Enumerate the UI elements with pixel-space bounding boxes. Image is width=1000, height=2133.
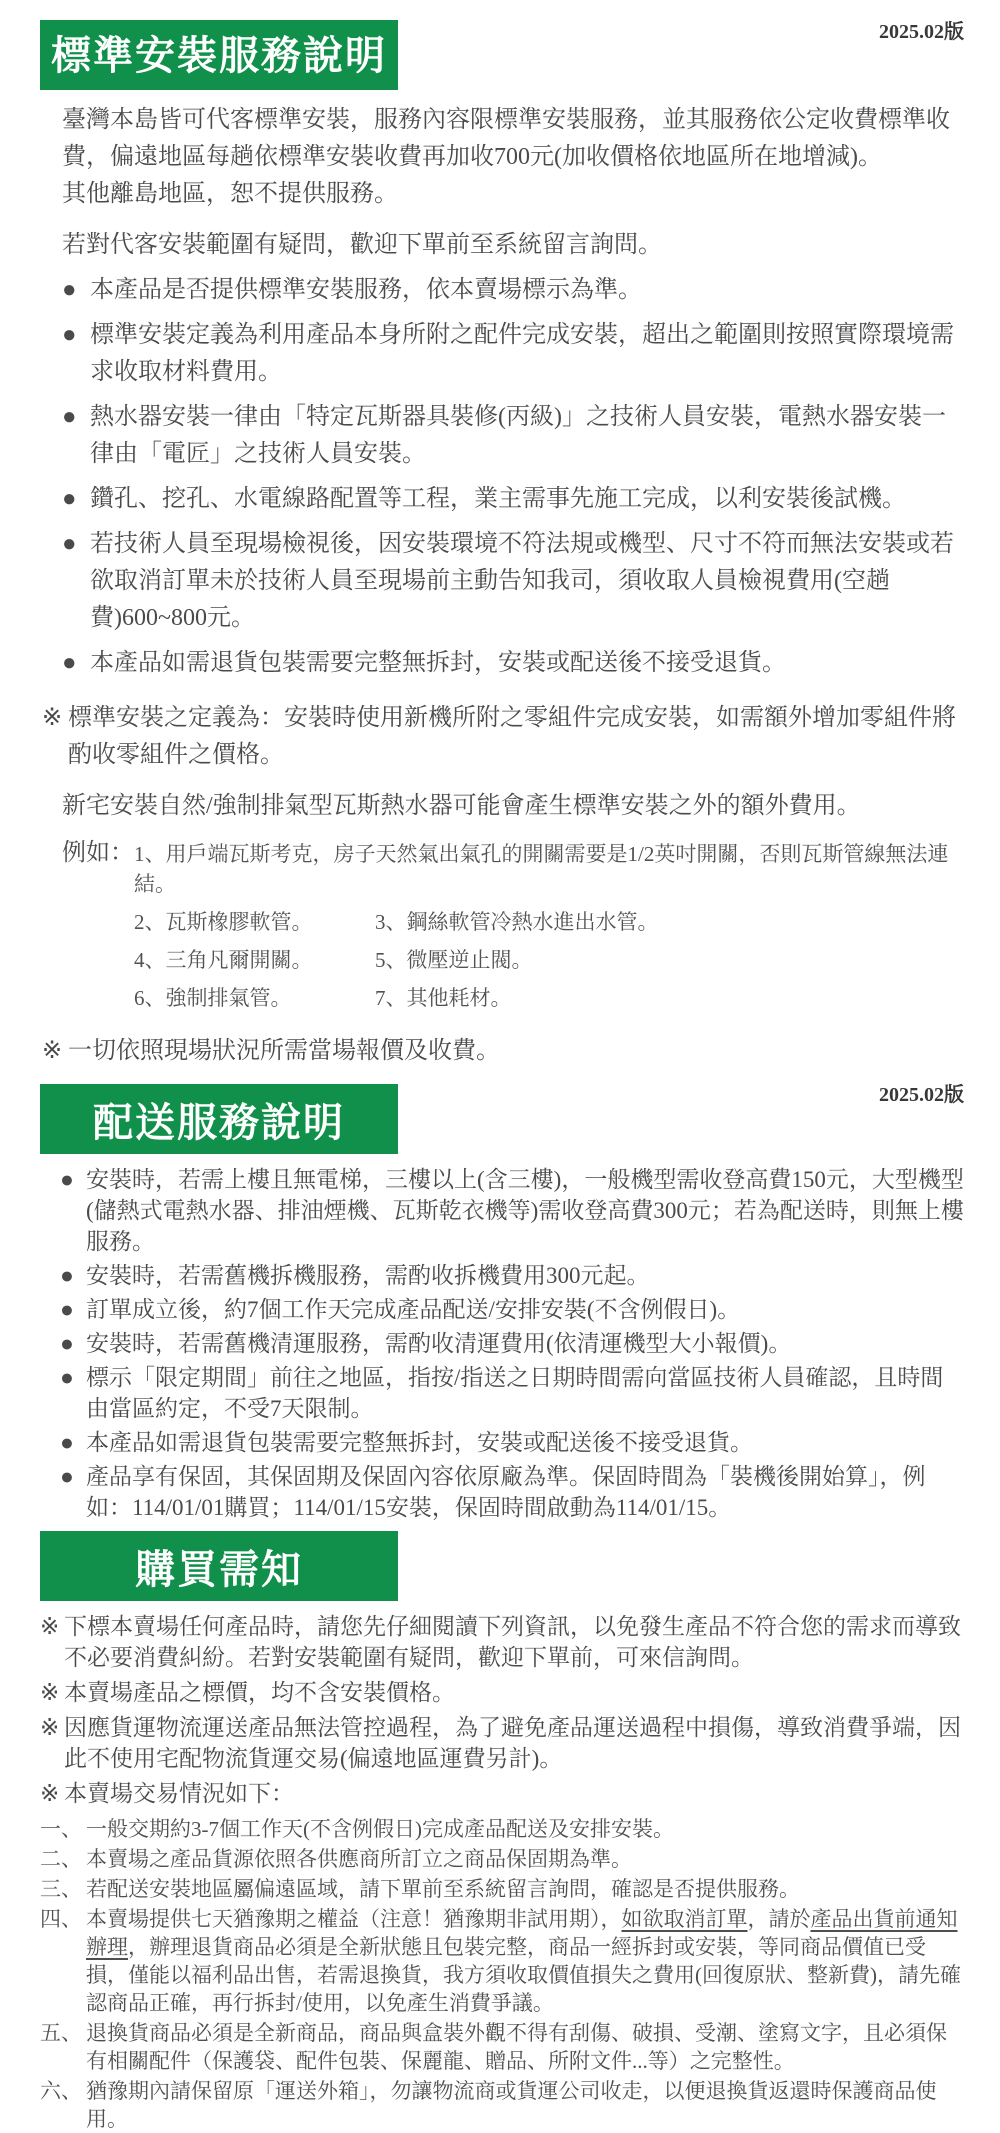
list-item-text: 熱水器安裝一律由「特定瓦斯器具裝修(丙級)」之技術人員安裝，電熱水器安裝一律由「電匠」之技術人員安裝。 (90, 404, 946, 467)
star-icon: ※ (40, 1781, 60, 1806)
item-text: 本賣場提供七天猶豫期之權益（注意！猶豫期非試用期）， (86, 1907, 622, 1931)
item-number: 六、 (40, 2079, 82, 2103)
section-title-badge: 配送服務說明 (40, 1084, 398, 1154)
section-delivery (40, 1084, 964, 1523)
section-title-badge: 購買需知 (40, 1531, 398, 1601)
bullet-icon: ● (62, 404, 77, 430)
example-label: 例如： (62, 840, 134, 866)
bullet-icon: ● (60, 1167, 74, 1192)
list-item (60, 1294, 964, 1325)
example-row (134, 983, 964, 1013)
list-item-text: 標示「限定期間」前往之地區，指按/指送之日期時間需向當區技術人員確認，且時間由當區約定，不受7天限制。 (86, 1365, 944, 1421)
example-item: 6、強制排氣管。 (134, 986, 292, 1010)
section-title-badge: 標準安裝服務說明 (40, 20, 398, 90)
bullet-icon: ● (62, 277, 77, 303)
numbered-item (40, 1845, 964, 1873)
list-item-text: 訂單成立後，約7個工作天完成產品配送/安排安裝(不含例假日)。 (86, 1297, 741, 1322)
example-item: 1、用戶端瓦斯考克，房子天然氣出氣孔的開關需要是1/2英吋開關，否則瓦斯管線無法連結。 (134, 842, 949, 896)
list-item (62, 272, 964, 309)
definition-note-text: 標準安裝之定義為：安裝時使用新機所附之零組件完成安裝，如需額外增加零組件將酌收零組件之價格。 (68, 705, 956, 768)
list-item (40, 1778, 964, 1809)
item-text: 若配送安裝地區屬偏遠區域，請下單前至系統留言詢問，確認是否提供服務。 (86, 1877, 800, 1901)
extra-fee-note: 新宅安裝自然/強制排氣型瓦斯熱水器可能會產生標準安裝之外的額外費用。 (62, 793, 861, 819)
list-item-text: 鑽孔、挖孔、水電線路配置等工程，業主需事先施工完成，以利安裝後試機。 (90, 486, 906, 512)
example-item: 2、瓦斯橡膠軟管。 (134, 910, 313, 934)
star-icon: ※ (42, 1038, 63, 1064)
list-item (40, 1677, 964, 1708)
example-row (134, 907, 964, 937)
numbered-item (40, 2019, 964, 2075)
section-header (40, 20, 964, 90)
item-text: 猶豫期內請保留原「運送外箱」，勿讓物流商或貨運公司收走，以便退換貨返還時保護商品使用。 (86, 2079, 937, 2131)
version-label: 2025.02版 (879, 1084, 964, 1106)
bullet-list (40, 1164, 964, 1523)
star-icon: ※ (42, 705, 63, 731)
item-number: 二、 (40, 1847, 82, 1871)
example-item: 4、三角凡爾開關。 (134, 948, 313, 972)
bullet-icon: ● (62, 531, 77, 557)
list-item-text: 產品享有保固，其保固期及保固內容依原廠為準。保固時間為「裝機後開始算」，例如：114/01/01購買；114/01/15安裝，保固時間啟動為114/01/15。 (86, 1464, 926, 1520)
list-item (60, 1328, 964, 1359)
list-item (60, 1164, 964, 1257)
bullet-icon: ● (60, 1263, 74, 1288)
section-header (40, 1084, 964, 1154)
list-item (62, 317, 964, 391)
example-block (62, 835, 964, 1021)
section-header (40, 1531, 964, 1601)
star-icon: ※ (40, 1715, 60, 1740)
list-item (62, 399, 964, 473)
numbered-item (40, 2077, 964, 2133)
example-row (134, 839, 964, 899)
onsite-quote-note (42, 1033, 964, 1070)
list-item-text: 本產品如需退貨包裝需要完整無拆封，安裝或配送後不接受退貨。 (86, 1430, 753, 1455)
section-purchase-notes (40, 1531, 964, 2133)
list-item (40, 1611, 964, 1673)
underlined-text: 如欲取消訂單 (621, 1907, 748, 1931)
star-icon: ※ (40, 1680, 60, 1705)
list-item (40, 1712, 964, 1774)
list-item (60, 1461, 964, 1523)
list-item-text: 安裝時，若需舊機拆機服務，需酌收拆機費用300元起。 (86, 1263, 650, 1288)
list-item-text: 本賣場交易情況如下： (64, 1781, 294, 1806)
list-item (62, 526, 964, 637)
definition-note (42, 700, 964, 774)
bullet-list (40, 272, 964, 682)
item-number: 四、 (40, 1907, 82, 1931)
bullet-icon: ● (62, 486, 77, 512)
section-standard-install (40, 20, 964, 1070)
item-text: ，辦理退貨商品必須是全新狀態且包裝完整，商品一經拆封或安裝，等同商品價值已受損，僅能以福利品出售，若需退換貨，我方須收取價值損失之費用(回復原狀、整新費)，請先確認商品正確，再行拆封/使用，以免產生消費爭議。 (86, 1935, 961, 2015)
paragraph-line: 其他離島地區，恕不提供服務。 (62, 181, 398, 207)
underlined-text: 產品出貨前通知辦理 (86, 1907, 958, 1959)
star-note-list (40, 1611, 964, 1809)
example-list (134, 835, 964, 1021)
intro-paragraph (62, 102, 964, 213)
list-item-text: 本產品是否提供標準安裝服務，依本賣場標示為準。 (90, 277, 642, 303)
numbered-item (40, 1815, 964, 1843)
list-item (62, 645, 964, 682)
item-text: 一般交期約3-7個工作天(不含例假日)完成產品配送及安排安裝。 (86, 1817, 674, 1841)
bullet-icon: ● (60, 1331, 74, 1356)
bullet-icon: ● (60, 1365, 74, 1390)
item-number: 三、 (40, 1877, 82, 1901)
inquiry-line: 若對代客安裝範圍有疑問，歡迎下單前至系統留言詢問。 (62, 232, 662, 258)
list-item-text: 安裝時，若需上樓且無電梯，三樓以上(含三樓)，一般機型需收登高費150元，大型機型 (儲熱式電熱水器、排油煙機、瓦斯乾衣機等)需收登高費300元；若為配送時，則無上樓服務。 (86, 1167, 964, 1254)
numbered-list (40, 1815, 964, 2133)
example-item: 3、鋼絲軟管冷熱水進出水管。 (375, 910, 659, 934)
list-item (60, 1362, 964, 1424)
item-text: ，請於 (747, 1907, 811, 1931)
item-number: 一、 (40, 1817, 82, 1841)
list-item-text: 安裝時，若需舊機清運服務，需酌收清運費用(依清運機型大小報價)。 (86, 1331, 792, 1356)
item-number: 五、 (40, 2021, 82, 2045)
list-item (62, 481, 964, 518)
star-icon: ※ (40, 1614, 60, 1639)
list-item (60, 1427, 964, 1458)
bullet-icon: ● (62, 322, 77, 348)
list-item-text: 本賣場產品之標價，均不含安裝價格。 (64, 1680, 455, 1705)
example-item: 5、微壓逆止閥。 (375, 948, 533, 972)
list-item (60, 1260, 964, 1291)
list-item-text: 若技術人員至現場檢視後，因安裝環境不符法規或機型、尺寸不符而無法安裝或若欲取消訂單未於技術人員至現場前主動告知我司，須收取人員檢視費用(空趟費)600~800元。 (90, 531, 954, 631)
item-text: 退換貨商品必須是全新商品，商品與盒裝外觀不得有刮傷、破損、受潮、塗寫文字，且必須保有相關配件（保護袋、配件包裝、保麗龍、贈品、所附文件...等）之完整性。 (86, 2021, 947, 2073)
numbered-item (40, 1875, 964, 1903)
item-text: 本賣場之產品貨源依照各供應商所訂立之商品保固期為準。 (86, 1847, 632, 1871)
paragraph-line: 臺灣本島皆可代客標準安裝，服務內容限標準安裝服務，並其服務依公定收費標準收費，偏遠地區每趟依標準安裝收費再加收700元(加收價格依地區所在地增減)。 (62, 107, 950, 170)
example-row (134, 945, 964, 975)
bullet-icon: ● (60, 1430, 74, 1455)
numbered-item (40, 1905, 964, 2017)
list-item-text: 因應貨運物流運送產品無法管控過程，為了避免產品運送過程中損傷，導致消費爭端，因此不使用宅配物流貨運交易(偏遠地區運費另計)。 (64, 1715, 961, 1771)
bullet-icon: ● (60, 1297, 74, 1322)
bullet-icon: ● (60, 1464, 74, 1489)
list-item-text: 標準安裝定義為利用產品本身所附之配件完成安裝，超出之範圍則按照實際環境需求收取材料費用。 (90, 322, 954, 385)
list-item-text: 下標本賣場任何產品時，請您先仔細閱讀下列資訊，以免發生產品不符合您的需求而導致不必要消費糾紛。若對安裝範圍有疑問，歡迎下單前，可來信詢問。 (64, 1614, 961, 1670)
onsite-quote-text: 一切依照現場狀況所需當場報價及收費。 (68, 1038, 500, 1064)
list-item-text: 本產品如需退貨包裝需要完整無拆封，安裝或配送後不接受退貨。 (90, 650, 786, 676)
bullet-icon: ● (62, 650, 77, 676)
version-label: 2025.02版 (879, 21, 964, 43)
example-item: 7、其他耗材。 (375, 986, 512, 1010)
